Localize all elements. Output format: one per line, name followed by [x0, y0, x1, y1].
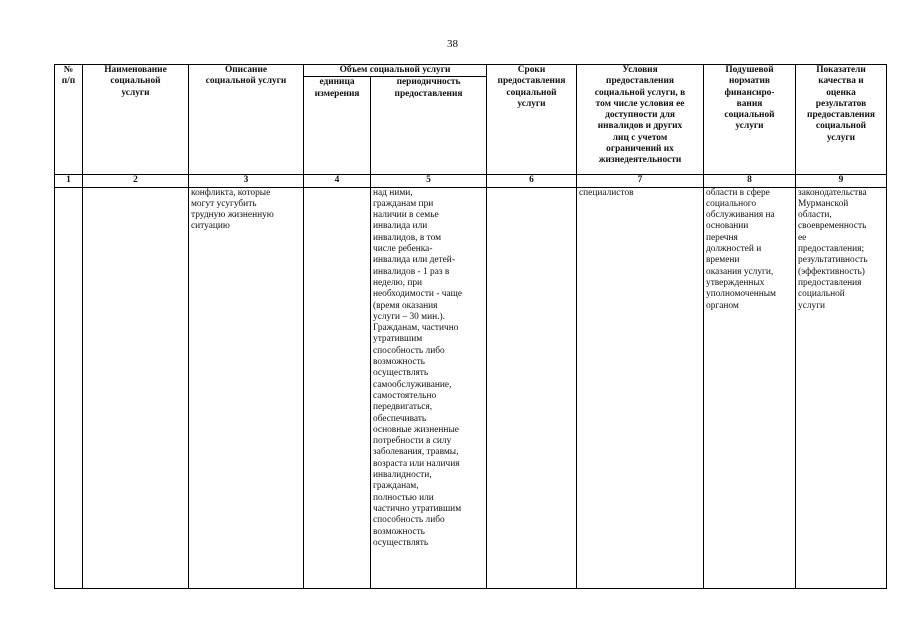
column-number: 1	[55, 175, 83, 187]
cell-frequency: над ними, гражданам при наличии в семье инвалида или инвалидов, в том числе ребенка- инвалида или детей- инвалидов - 1 раз в неделю, при необходимости - чаще (время оказания услуги – 30 мин.). Гражданам, частично утратившим способность либо возможность осуществлять самообслуживание, самостоятельно передвигаться, обеспечивать основные жизненные потребности в силу заболевания, травмы, возраста или наличия инвалидности, гражданам, полностью или частично утратившим способность либо возможность осуществлять	[371, 187, 487, 588]
header-service-conditions: Условия предоставления социальной услуги, в том числе условия ее доступности для инвалидов и других лиц с учетом ограничений их жизнедеятельности	[577, 65, 704, 175]
header-service-name: Наименование социальной услуги	[83, 65, 189, 175]
header-service-volume: Объем социальной услуги	[304, 65, 487, 77]
column-number: 8	[704, 175, 796, 187]
header-financing-norm: Подушевой норматив финансиро- вания социальной услуги	[704, 65, 796, 175]
cell-service-description: конфликта, которые могут усугубить трудную жизненную ситуацию	[189, 187, 304, 588]
header-service-terms: Сроки предоставления социальной услуги	[487, 65, 577, 175]
page-number: 38	[447, 38, 458, 50]
header-service-description: Описание социальной услуги	[189, 65, 304, 175]
cell-financing-norm: области в сфере социального обслуживания на основании перечня должностей и времени оказания услуги, утвержденных уполномоченным органом	[704, 187, 796, 588]
column-number: 4	[304, 175, 371, 187]
column-number: 2	[83, 175, 189, 187]
column-number: 6	[487, 175, 577, 187]
cell-quality-indicators: законодательства Мурманской области, своевременность ее предоставления; результативность (эффективность) предоставления социальной услуги	[796, 187, 887, 588]
table-row	[55, 187, 887, 588]
cell-number	[55, 187, 83, 588]
column-number: 5	[371, 175, 487, 187]
header-unit: единица измерения	[304, 77, 371, 175]
cell-service-name	[83, 187, 189, 588]
column-numbers-row	[55, 175, 887, 187]
header-number: № п/п	[55, 65, 83, 175]
column-number: 7	[577, 175, 704, 187]
column-number: 9	[796, 175, 887, 187]
cell-unit	[304, 187, 371, 588]
services-table	[54, 64, 887, 589]
header-frequency: периодичность предоставления	[371, 77, 487, 175]
column-number: 3	[189, 175, 304, 187]
cell-service-conditions: специалистов	[577, 187, 704, 588]
cell-service-terms	[487, 187, 577, 588]
header-quality-indicators: Показатели качества и оценка результатов предоставления социальной услуги	[796, 65, 887, 175]
